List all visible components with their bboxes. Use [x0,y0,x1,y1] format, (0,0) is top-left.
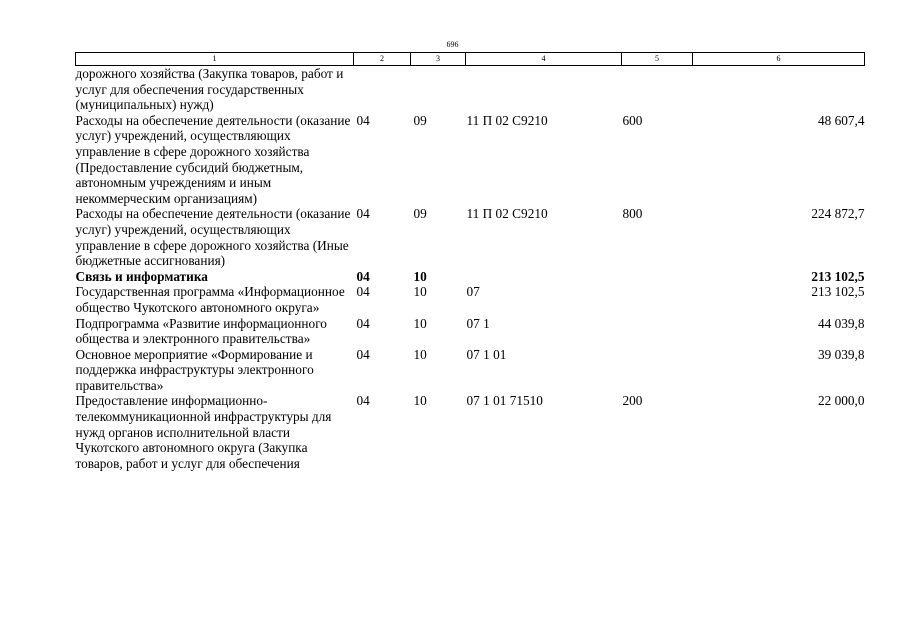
row-amount: 22 000,0 [817,393,865,409]
row-expense-type [622,66,693,113]
row-subsection-code: 10 [413,346,427,362]
page-number: 696 [446,40,459,49]
table-row [76,66,865,113]
row-target-article: 07 1 [466,315,490,331]
row-expense-type: 800 [622,206,643,222]
row-subsection-code: 10 [413,268,427,284]
row-section-code: 04 [356,112,370,128]
row-section-code: 04 [356,268,370,284]
row-section-code: 04 [356,346,370,362]
row-expense-type [622,269,693,285]
row-subsection-code: 10 [413,284,427,300]
budget-table [75,52,865,471]
header-col-3: 3 [411,53,466,66]
row-name: Связь и информатика [75,268,208,284]
row-amount: 48 607,4 [817,112,865,128]
table-row [76,113,865,207]
row-name: Расходы на обеспечение деятельности (оказание услуг) учреждений, осуществляющих управление в сфере дорожного хозяйства (Иные бюджетные ассигнования) [75,206,351,269]
header-col-1: 1 [76,53,354,66]
row-subsection-code: 09 [413,206,427,222]
row-name: Основное мероприятие «Формирование и поддержка инфраструктуры электронного правительства» [75,346,314,393]
row-target-article: 11 П 02 С9210 [466,206,548,222]
row-amount: 213 102,5 [811,284,865,300]
row-section-code: 04 [356,284,370,300]
row-name: Расходы на обеспечение деятельности (оказание услуг) учреждений, осуществляющих управление в сфере дорожного хозяйства (Предоставление субсидий бюджетным, автономным учреждениям и иным некоммерческим организациям) [75,112,351,206]
row-expense-type [622,316,693,347]
table-row [76,284,865,315]
header-col-4: 4 [466,53,622,66]
row-name: Государственная программа «Информационное общество Чукотского автономного округа» [75,284,345,315]
row-target-article [466,269,622,285]
table-row [76,347,865,394]
row-amount: 44 039,8 [817,315,865,331]
row-subsection-code [411,66,466,113]
table-row [76,393,865,471]
row-amount [693,66,865,113]
row-section-code: 04 [356,393,370,409]
row-subsection-code: 10 [413,315,427,331]
table-header-row [76,53,865,66]
row-expense-type [622,284,693,315]
table-row [76,316,865,347]
row-expense-type [622,347,693,394]
row-name: Предоставление информационно-телекоммуникационной инфраструктуры для нужд органов исполнительной власти Чукотского автономного округа (Закупка товаров, работ и услуг для обеспечения [75,393,332,471]
header-col-2: 2 [354,53,411,66]
table-row [76,269,865,285]
row-section-code: 04 [356,206,370,222]
header-col-5: 5 [622,53,693,66]
row-target-article: 07 1 01 71510 [466,393,543,409]
header-col-6: 6 [693,53,865,66]
row-target-article: 07 1 01 [466,346,507,362]
row-name: дорожного хозяйства (Закупка товаров, работ и услуг для обеспечения государственных (муниципальных) нужд) [75,66,344,113]
row-target-article: 11 П 02 С9210 [466,112,548,128]
row-target-article [466,66,622,113]
row-amount: 224 872,7 [811,206,865,222]
table-body [76,66,865,472]
row-section-code: 04 [356,315,370,331]
row-subsection-code: 09 [413,112,427,128]
row-expense-type: 200 [622,393,643,409]
row-name: Подпрограмма «Развитие информационного общества и электронного правительства» [75,315,327,347]
row-section-code [354,66,411,113]
row-subsection-code: 10 [413,393,427,409]
row-expense-type: 600 [622,112,643,128]
table-row [76,206,865,268]
row-target-article: 07 [466,284,480,300]
row-amount: 213 102,5 [811,268,865,284]
row-amount: 39 039,8 [817,346,865,362]
